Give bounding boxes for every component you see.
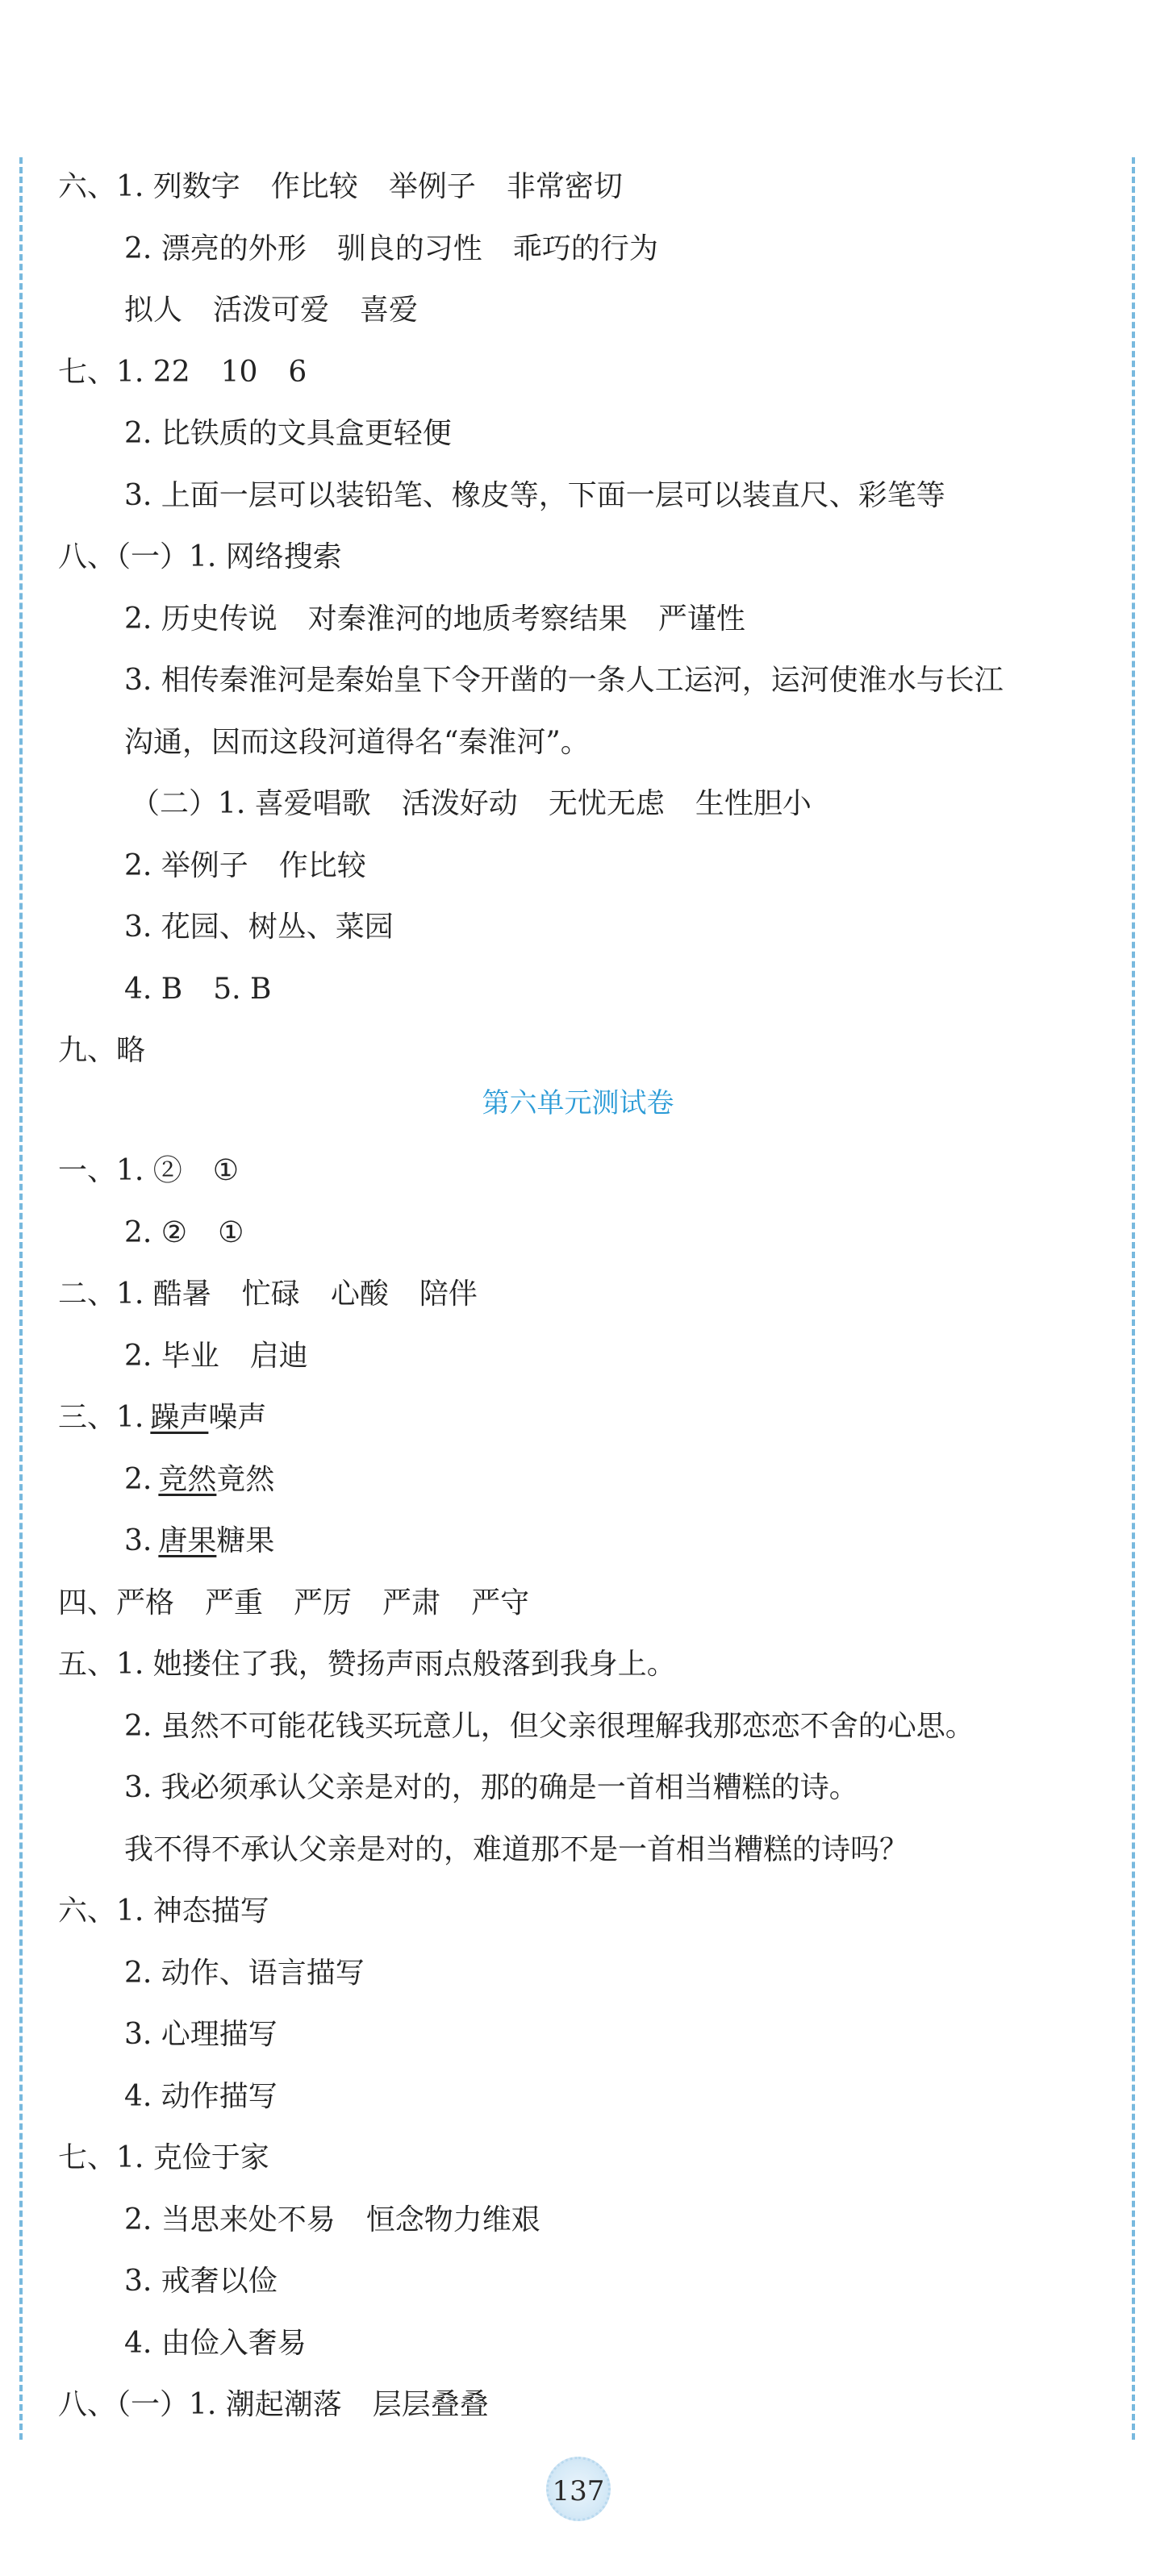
answer-text: 2. <box>124 1462 152 1496</box>
answer-line <box>124 663 1004 698</box>
answer-line <box>124 1709 974 1744</box>
answer-text: 七、1. 22 <box>58 355 190 389</box>
answer-text: 举例子 <box>388 170 476 203</box>
answer-line <box>131 786 812 822</box>
answer-line <box>124 1339 308 1374</box>
underlined-error-word: 竞然 <box>158 1462 217 1496</box>
answer-text: 3. 花园、树丛、菜园 <box>124 911 394 944</box>
answer-text: 糖果 <box>216 1524 275 1557</box>
answer-text: 2. 举例子 <box>124 848 248 882</box>
answer-text: 喜爱 <box>360 294 419 327</box>
answer-line <box>58 1400 266 1436</box>
answer-text: 我不得不承认父亲是对的，难道那不是一首相当糟糕的诗吗？ <box>124 1832 909 1866</box>
answer-text: 5. B <box>213 972 272 1006</box>
answer-line <box>58 169 623 205</box>
answer-line <box>124 1770 858 1806</box>
answer-text: 恒念物力维艰 <box>365 2203 540 2236</box>
answer-text: 严重 <box>205 1586 264 1619</box>
answer-text: 4. 动作描写 <box>124 2079 278 2113</box>
answer-line <box>124 293 418 328</box>
answer-text: 3. 心理描写 <box>124 2018 278 2051</box>
answer-text: 启迪 <box>249 1339 308 1373</box>
answer-text: 2. 虽然不可能花钱买玩意儿，但父亲很理解我那恋恋不舍的心思。 <box>124 1709 974 1743</box>
answer-line <box>124 725 590 761</box>
answer-text: 六、1. 列数字 <box>58 170 240 203</box>
answer-text: 4. 由俭入奢易 <box>124 2326 307 2360</box>
answer-line <box>124 972 272 1007</box>
answer-text: 七、1. 克俭于家 <box>58 2141 269 2174</box>
answer-line <box>124 416 452 452</box>
answer-text: 乖巧的行为 <box>512 231 658 265</box>
answer-text: 生性胆小 <box>695 787 812 820</box>
answer-line <box>58 1586 529 1621</box>
answer-text: 2. ② <box>124 1215 188 1249</box>
answer-line <box>124 231 658 267</box>
answer-line <box>58 2140 269 2176</box>
answer-line <box>124 1832 908 1868</box>
answer-text: 对秦淮河的地质考察结果 <box>307 602 628 636</box>
answer-line <box>124 1524 274 1559</box>
answer-text: 心酸 <box>330 1278 389 1311</box>
answer-text: 4. B <box>124 972 183 1006</box>
answer-text: ① <box>212 1154 240 1187</box>
answer-text: 作比较 <box>278 848 366 882</box>
answer-text: 一、1. ② <box>58 1154 182 1187</box>
answer-text: 沟通，因而这段河道得名“秦淮河”。 <box>124 725 590 759</box>
answer-line <box>124 478 945 514</box>
answer-text: 3. 相传秦淮河是秦始皇下令开凿的一条人工运河，运河使淮水与长江 <box>124 664 1004 697</box>
answer-text: 五、1. 她搂住了我，赞扬声雨点般落到我身上。 <box>58 1648 676 1681</box>
answer-text: ① <box>218 1215 244 1249</box>
answer-text: 6 <box>288 355 307 389</box>
answer-line <box>58 1894 269 1929</box>
left-dashed-border <box>19 157 23 2440</box>
answer-text: 三、1. <box>58 1401 144 1434</box>
answer-line <box>58 2387 489 2423</box>
answer-text: 2. 比铁质的文具盒更轻便 <box>124 417 452 450</box>
answer-text: 严谨性 <box>657 602 745 636</box>
answer-line <box>124 1215 244 1251</box>
answer-text: 2. 毕业 <box>124 1339 219 1373</box>
answer-text: 无忧无虑 <box>548 787 665 820</box>
answer-text: 拟人 <box>124 294 183 327</box>
answer-line <box>124 2203 540 2238</box>
answer-line <box>124 1462 274 1498</box>
underlined-error-word: 躁声 <box>150 1401 209 1434</box>
answer-text: 3. 我必须承认父亲是对的，那的确是一首相当糟糕的诗。 <box>124 1771 858 1804</box>
answer-text: 2. 当思来处不易 <box>124 2203 336 2236</box>
answer-text: 3. 戒奢以俭 <box>124 2265 278 2298</box>
answer-line <box>58 1277 478 1312</box>
answer-text: 2. 漂亮的外形 <box>124 231 307 265</box>
answer-text: 层层叠叠 <box>372 2388 489 2421</box>
section-title: 第六单元测试卷 <box>482 1087 674 1119</box>
page-number: 137 <box>546 2457 611 2521</box>
answer-line <box>124 2264 278 2299</box>
answer-line <box>124 910 394 945</box>
answer-line <box>124 2079 278 2115</box>
answer-text: 严肃 <box>382 1586 441 1619</box>
answer-text: 2. 动作、语言描写 <box>124 1956 365 1990</box>
answer-text: 八、（一）1. 潮起潮落 <box>58 2388 342 2421</box>
answer-text: 二、1. 酷暑 <box>58 1278 211 1311</box>
right-dashed-border <box>1132 157 1135 2440</box>
answer-text: 活泼好动 <box>401 787 518 820</box>
answer-text: 3. 上面一层可以装铅笔、橡皮等，下面一层可以装直尺、彩笔等 <box>124 478 945 512</box>
answer-text: 作比较 <box>270 170 358 203</box>
answer-line <box>58 1153 239 1189</box>
answer-text: 噪声 <box>208 1401 267 1434</box>
answer-text: 活泼可爱 <box>213 294 330 327</box>
answer-text: 非常密切 <box>506 170 623 203</box>
answer-text: （二）1. 喜爱唱歌 <box>131 787 371 820</box>
answer-line <box>58 1033 145 1069</box>
answer-text: 九、略 <box>58 1034 146 1067</box>
answer-line <box>58 540 342 575</box>
answer-text: 驯良的习性 <box>336 231 482 265</box>
answer-line <box>124 848 366 884</box>
answer-text: 四、严格 <box>58 1586 175 1619</box>
answer-line <box>58 1647 676 1682</box>
answer-text: 10 <box>220 355 258 389</box>
answer-line <box>124 1956 365 1991</box>
answer-text: 竟然 <box>216 1462 275 1496</box>
answer-text: 严厉 <box>294 1586 353 1619</box>
answer-text: 陪伴 <box>419 1278 478 1311</box>
answer-text: 3. <box>124 1524 152 1557</box>
answer-text: 忙碌 <box>241 1278 300 1311</box>
answer-line <box>124 2017 278 2053</box>
answer-text: 八、（一）1. 网络搜索 <box>58 540 342 573</box>
answer-line <box>124 602 745 637</box>
answer-text: 六、1. 神态描写 <box>58 1894 269 1928</box>
answer-line <box>124 2326 307 2361</box>
answer-text: 严守 <box>471 1586 530 1619</box>
answer-text: 2. 历史传说 <box>124 602 278 636</box>
answer-line <box>58 355 307 390</box>
underlined-error-word: 唐果 <box>158 1524 217 1557</box>
